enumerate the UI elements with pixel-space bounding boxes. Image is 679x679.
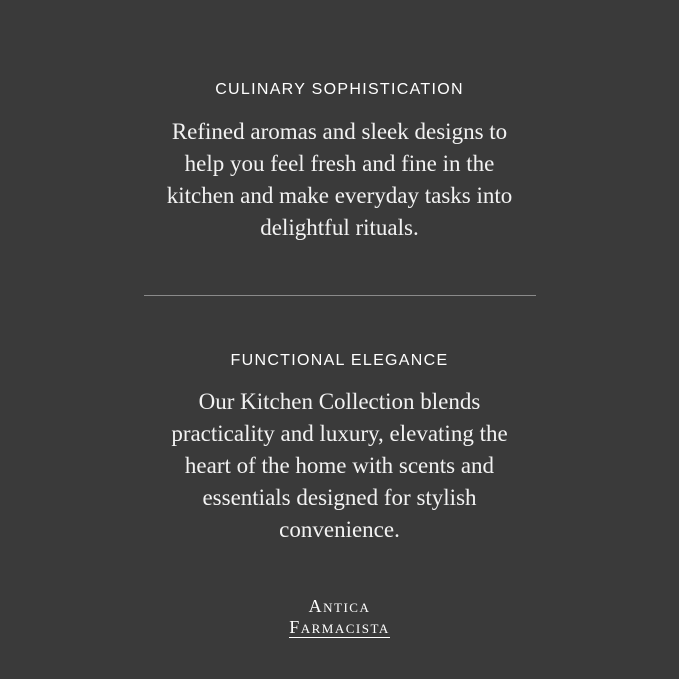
section-heading-culinary: CULINARY SOPHISTICATION: [215, 81, 464, 98]
body-line: Refined aromas and sleek designs to: [171, 119, 508, 144]
body-line: heart of the home with scents and: [184, 453, 495, 478]
body-line: help you feel fresh and fine in the: [184, 151, 495, 176]
body-line: kitchen and make everyday tasks into: [166, 183, 513, 208]
brand-logo-line2: Farmacista: [289, 617, 390, 637]
body-line: delightful rituals.: [260, 215, 419, 240]
brand-logo: [0, 596, 679, 638]
brand-logo-line1: Antica: [308, 596, 371, 616]
section-heading-functional: FUNCTIONAL ELEGANCE: [230, 352, 449, 369]
section-divider: [144, 295, 536, 296]
section-body-culinary: [0, 116, 679, 244]
body-line: convenience.: [279, 517, 400, 542]
section-body-functional: [0, 386, 679, 546]
body-line: essentials designed for stylish: [202, 485, 477, 510]
body-line: Our Kitchen Collection blends: [198, 389, 481, 414]
body-line: practicality and luxury, elevating the: [171, 421, 508, 446]
